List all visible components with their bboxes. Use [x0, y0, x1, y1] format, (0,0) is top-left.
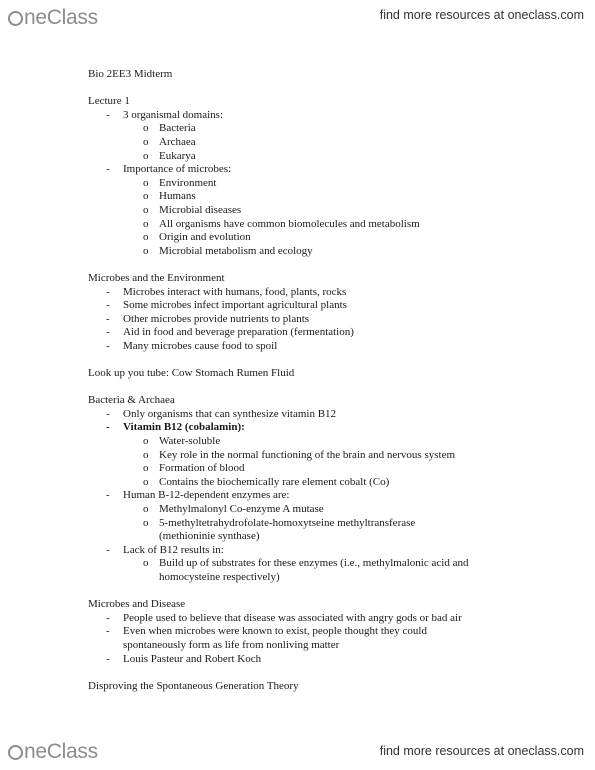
bullet-item: - Human B-12-dependent enzymes are:	[106, 489, 290, 502]
bullet-item: - People used to believe that disease was associated with angry gods or bad air	[106, 611, 462, 624]
bullet-item: - Many microbes cause food to spoil	[106, 339, 278, 352]
bullet-item: - Vitamin B12 (cobalamin):	[106, 421, 245, 434]
header-tagline[interactable]: find more resources at oneclass.com	[379, 8, 584, 22]
sub-bullet-item: o 5-methyltetrahydrofolate-homoxytseine methyltransferase	[143, 516, 416, 529]
bullet-item: - Some microbes infect important agricultural plants	[106, 299, 347, 312]
logo-text: neClass	[24, 6, 98, 29]
logo-text: neClass	[24, 740, 98, 763]
bullet-item: - Only organisms that can synthesize vitamin B12	[106, 407, 337, 420]
bullet-item: - Even when microbes were known to exist, people thought they could	[106, 625, 427, 638]
section-heading: Bacteria & Archaea	[88, 394, 175, 407]
sub-bullet-item: o Bacteria	[143, 122, 196, 135]
sub-bullet-item: o Origin and evolution	[143, 231, 251, 244]
sub-bullet-item: o Eukarya	[143, 149, 196, 162]
bullet-item: - 3 organismal domains:	[106, 108, 224, 121]
lecture-heading: Lecture 1	[88, 95, 130, 108]
section-heading: Disproving the Spontaneous Generation Theory	[88, 679, 299, 692]
sub-bullet-item: o All organisms have common biomolecules and metabolism	[143, 217, 420, 230]
bullet-item: - Louis Pasteur and Robert Koch	[106, 652, 262, 665]
bullet-continuation: spontaneously form as life from nonliving matter	[123, 638, 340, 651]
sub-bullet-continuation: homocysteine respectively)	[159, 570, 280, 583]
sub-bullet-item: o Water-soluble	[143, 435, 221, 448]
sub-bullet-item: o Build up of substrates for these enzymes (i.e., methylmalonic acid and	[143, 557, 469, 570]
oneclass-logo-top[interactable]	[8, 6, 98, 30]
sub-bullet-item: o Contains the biochemically rare element cobalt (Co)	[143, 475, 390, 488]
section-heading: Microbes and Disease	[88, 598, 186, 611]
bullet-item: - Microbes interact with humans, food, plants, rocks	[106, 285, 347, 298]
sub-bullet-item: o Methylmalonyl Co-enzyme A mutase	[143, 503, 324, 515]
sub-bullet-item: o Humans	[143, 190, 196, 203]
bullet-item: - Aid in food and beverage preparation (fermentation)	[106, 326, 354, 339]
sub-bullet-item: o Archaea	[143, 135, 196, 148]
logo-ring-icon	[8, 745, 23, 760]
footer-tagline[interactable]: find more resources at oneclass.com	[379, 744, 584, 758]
section-heading: Microbes and the Environment	[88, 271, 225, 284]
sub-bullet-item: o Key role in the normal functioning of the brain and nervous system	[143, 448, 456, 461]
document-body	[88, 68, 558, 693]
sub-bullet-item: o Formation of blood	[143, 462, 245, 475]
sub-bullet-item: o Microbial diseases	[143, 203, 242, 216]
doc-title: Bio 2EE3 Midterm	[88, 68, 173, 80]
logo-ring-icon	[8, 11, 23, 26]
sub-bullet-item: o Microbial metabolism and ecology	[143, 244, 313, 257]
sub-bullet-item: o Environment	[143, 176, 217, 189]
bullet-item: - Lack of B12 results in:	[106, 543, 224, 556]
oneclass-logo-bottom[interactable]	[8, 740, 98, 764]
bullet-item: - Other microbes provide nutrients to plants	[106, 312, 310, 325]
youtube-note: Look up you tube: Cow Stomach Rumen Fluid	[88, 367, 295, 380]
bullet-item: - Importance of microbes:	[106, 163, 232, 176]
sub-bullet-continuation: (methioninie synthase)	[159, 530, 260, 543]
